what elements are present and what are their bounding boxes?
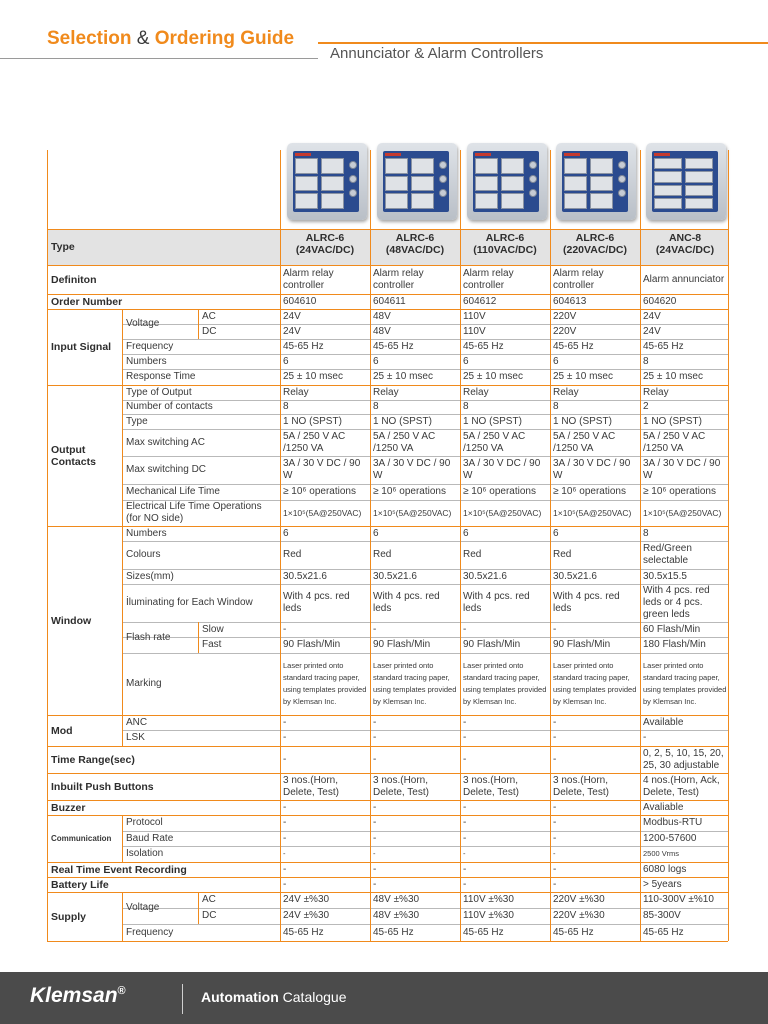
product-variant: (220VAC/DC) bbox=[563, 244, 627, 256]
cell-mod-lsk: - bbox=[463, 732, 467, 743]
cell-supply-ac: 220V ±%30 bbox=[553, 894, 605, 905]
label-illuminating: İluminating for Each Window bbox=[126, 597, 253, 608]
product-variant: (24VAC/DC) bbox=[655, 244, 715, 256]
cell-mechanical-life: ≥ 10⁶ operations bbox=[373, 486, 446, 497]
cell-definiton: Alarm relay controller bbox=[283, 267, 334, 291]
cell-mod-anc: - bbox=[373, 716, 377, 728]
cell-input-dc: 48V bbox=[373, 325, 391, 337]
cell-supply-ac: 110V ±%30 bbox=[463, 894, 514, 905]
cell-response-time: 25 ± 10 msec bbox=[463, 371, 523, 382]
cell-definiton: Alarm relay controller bbox=[373, 267, 424, 291]
cell-definiton: Alarm relay controller bbox=[553, 267, 604, 291]
cell-push-buttons: 3 nos.(Horn, Delete, Test) bbox=[283, 774, 339, 798]
label-lsk: LSK bbox=[126, 732, 145, 743]
product-header bbox=[370, 232, 460, 262]
cell-marking: Laser printed onto standard tracing paper, using templates provided by Klemsan Inc. bbox=[283, 661, 367, 706]
cell-time-range: - bbox=[463, 753, 467, 765]
cell-number-of-contacts: 8 bbox=[553, 401, 559, 412]
cell-time-range: - bbox=[283, 753, 287, 765]
cell-buzzer: - bbox=[463, 801, 467, 813]
label-numbers: Numbers bbox=[126, 355, 167, 367]
brand-logo: Klemsan® bbox=[30, 984, 126, 1007]
cell-type-of-output: Relay bbox=[463, 386, 489, 398]
label-supply-voltage: Voltage bbox=[126, 902, 160, 913]
selection-table bbox=[47, 150, 728, 944]
label-supply-ac: AC bbox=[202, 894, 216, 905]
label-window-numbers: Numbers bbox=[126, 527, 167, 539]
cell-isolation: - bbox=[463, 849, 466, 858]
cell-illuminating: With 4 pcs. red leds bbox=[373, 591, 440, 614]
cell-max-ac: 5A / 250 V AC /1250 VA bbox=[553, 430, 616, 454]
column-divider bbox=[122, 526, 123, 715]
cell-marking: Laser printed onto standard tracing paper, using templates provided by Klemsan Inc. bbox=[373, 661, 457, 706]
cell-response-time: 25 ± 10 msec bbox=[553, 371, 613, 382]
cell-supply-dc: 110V ±%30 bbox=[463, 910, 514, 921]
cell-type: 1 NO (SPST) bbox=[553, 415, 612, 427]
cell-marking: Laser printed onto standard tracing paper, using templates provided by Klemsan Inc. bbox=[463, 661, 547, 706]
footer-bar bbox=[0, 972, 768, 1024]
label-communication: Communication bbox=[51, 833, 112, 843]
cell-buzzer: - bbox=[553, 801, 557, 813]
label-supply: Supply bbox=[51, 910, 87, 923]
cell-isolation: - bbox=[553, 849, 556, 858]
cell-mod-anc: - bbox=[463, 716, 467, 728]
cell-frequency: 45-65 Hz bbox=[283, 340, 324, 352]
row-divider bbox=[47, 941, 728, 942]
cell-supply-dc: 24V ±%30 bbox=[283, 910, 330, 921]
cell-frequency: 45-65 Hz bbox=[373, 340, 414, 352]
product-model: ALRC-6 bbox=[485, 232, 525, 244]
product-header bbox=[460, 232, 550, 262]
cell-type: 1 NO (SPST) bbox=[463, 415, 522, 427]
cell-marking: Laser printed onto standard tracing paper, using templates provided by Klemsan Inc. bbox=[643, 661, 727, 706]
label-flash-rate: Flash rate bbox=[126, 631, 171, 643]
cell-max-dc: 3A / 30 V DC / 90 W bbox=[643, 458, 721, 481]
cell-flash-fast: 180 Flash/Min bbox=[643, 639, 706, 650]
cell-order-number: 604611 bbox=[373, 295, 406, 307]
column-divider bbox=[122, 385, 123, 526]
cell-electrical-life: 1×10⁵(5A@250VAC) bbox=[463, 508, 542, 518]
label-electrical-life: Electrical Life Time Operations (for NO side) bbox=[126, 501, 262, 524]
cell-buzzer: - bbox=[373, 801, 377, 813]
footer-separator bbox=[182, 984, 183, 1014]
cell-max-ac: 5A / 250 V AC /1250 VA bbox=[643, 430, 706, 454]
cell-max-dc: 3A / 30 V DC / 90 W bbox=[463, 458, 541, 481]
cell-sizes: 30.5x21.6 bbox=[463, 570, 507, 582]
cell-baud-rate: - bbox=[373, 832, 377, 844]
label-input-signal: Input Signal bbox=[51, 341, 112, 353]
cell-input-ac: 24V bbox=[643, 310, 661, 322]
cell-supply-frequency: 45-65 Hz bbox=[553, 926, 594, 938]
cell-supply-frequency: 45-65 Hz bbox=[643, 926, 684, 938]
cell-buzzer: Avaliable bbox=[643, 801, 684, 813]
cell-flash-slow: - bbox=[463, 623, 467, 635]
column-divider bbox=[122, 892, 123, 941]
cell-supply-dc: 85-300V bbox=[643, 910, 681, 921]
cell-sizes: 30.5x21.6 bbox=[283, 570, 327, 582]
cell-type-of-output: Relay bbox=[283, 386, 309, 398]
cell-input-dc: 24V bbox=[283, 325, 301, 337]
cell-window-numbers: 6 bbox=[553, 527, 559, 539]
cell-sizes: 30.5x21.6 bbox=[373, 570, 417, 582]
catalogue-label: Automation Catalogue bbox=[201, 989, 347, 1005]
cell-flash-slow: - bbox=[553, 623, 557, 635]
cell-window-numbers: 6 bbox=[373, 527, 379, 539]
label-window: Window bbox=[51, 614, 92, 627]
cell-sizes: 30.5x15.5 bbox=[643, 570, 687, 582]
cell-mechanical-life: ≥ 10⁶ operations bbox=[283, 486, 356, 497]
cell-battery-life: - bbox=[373, 878, 377, 890]
cell-illuminating: With 4 pcs. red leds bbox=[283, 591, 350, 614]
cell-supply-ac: 48V ±%30 bbox=[373, 894, 420, 905]
cell-time-range: - bbox=[373, 753, 377, 765]
cell-window-numbers: 6 bbox=[283, 527, 289, 539]
cell-numbers: 6 bbox=[463, 355, 469, 367]
cell-definiton: Alarm annunciator bbox=[643, 273, 725, 285]
cell-colours: Red bbox=[463, 549, 482, 560]
cell-colours: Red bbox=[373, 549, 392, 560]
cell-flash-slow: - bbox=[373, 623, 377, 635]
cell-isolation: - bbox=[283, 849, 286, 858]
label-marking: Marking bbox=[126, 678, 162, 689]
label-mechanical-life: Mechanical Life Time bbox=[126, 486, 220, 497]
cell-protocol: - bbox=[463, 817, 467, 828]
cell-frequency: 45-65 Hz bbox=[643, 340, 684, 352]
cell-illuminating: With 4 pcs. red leds bbox=[553, 591, 620, 614]
cell-frequency: 45-65 Hz bbox=[463, 340, 504, 352]
cell-order-number: 604612 bbox=[463, 295, 497, 307]
label-baud-rate: Baud Rate bbox=[126, 832, 174, 844]
column-divider bbox=[122, 715, 123, 746]
label-response-time: Response Time bbox=[126, 371, 196, 382]
cell-mechanical-life: ≥ 10⁶ operations bbox=[643, 486, 716, 497]
cell-mod-lsk: - bbox=[643, 732, 647, 743]
label-number-of-contacts: Number of contacts bbox=[126, 401, 213, 412]
cell-real-time: - bbox=[283, 863, 287, 875]
cell-supply-dc: 48V ±%30 bbox=[373, 910, 420, 921]
cell-electrical-life: 1×10⁵(5A@250VAC) bbox=[373, 508, 452, 518]
label-order-number: Order Number bbox=[51, 295, 123, 308]
cell-electrical-life: 1×10⁵(5A@250VAC) bbox=[553, 508, 632, 518]
cell-colours: Red/Green selectable bbox=[643, 543, 692, 566]
cell-number-of-contacts: 8 bbox=[373, 401, 379, 412]
cell-baud-rate: - bbox=[553, 832, 557, 844]
label-inbuilt-push: Inbuilt Push Buttons bbox=[51, 780, 154, 793]
cell-battery-life: - bbox=[283, 878, 287, 890]
cell-buzzer: - bbox=[283, 801, 287, 813]
cell-max-dc: 3A / 30 V DC / 90 W bbox=[373, 458, 451, 481]
cell-mod-lsk: - bbox=[373, 732, 377, 743]
cell-baud-rate: 1200-57600 bbox=[643, 832, 697, 844]
cell-push-buttons: 3 nos.(Horn, Delete, Test) bbox=[553, 774, 609, 798]
cell-battery-life: - bbox=[553, 878, 557, 890]
label-supply-dc: DC bbox=[202, 910, 217, 921]
cell-mod-lsk: - bbox=[283, 732, 287, 743]
label-ac: AC bbox=[202, 310, 216, 322]
header-divider-right bbox=[318, 42, 768, 44]
product-variant: (110VAC/DC) bbox=[473, 244, 537, 256]
cell-numbers: 6 bbox=[283, 355, 289, 367]
column-divider bbox=[122, 309, 123, 385]
header-divider-left bbox=[0, 58, 318, 59]
cell-supply-ac: 110-300V ±%10 bbox=[643, 894, 714, 905]
cell-battery-life: - bbox=[463, 878, 467, 890]
cell-window-numbers: 8 bbox=[643, 527, 649, 539]
cell-order-number: 604620 bbox=[643, 295, 677, 307]
page-title: Selection & Ordering Guide bbox=[47, 28, 295, 49]
label-type-of-output: Type of Output bbox=[126, 386, 192, 398]
cell-window-numbers: 6 bbox=[463, 527, 469, 539]
cell-isolation: 2500 Vrms bbox=[643, 849, 679, 858]
cell-supply-frequency: 45-65 Hz bbox=[463, 926, 504, 938]
cell-baud-rate: - bbox=[283, 832, 287, 844]
product-variant: (24VAC/DC) bbox=[295, 244, 355, 256]
label-type: Type bbox=[51, 241, 75, 253]
label-dc: DC bbox=[202, 325, 217, 337]
cell-protocol: - bbox=[283, 817, 287, 828]
column-divider bbox=[122, 815, 123, 862]
cell-colours: Red bbox=[283, 549, 302, 560]
label-isolation: Isolation bbox=[126, 848, 164, 859]
cell-flash-slow: 60 Flash/Min bbox=[643, 623, 701, 635]
cell-response-time: 25 ± 10 msec bbox=[373, 371, 433, 382]
product-model: ALRC-6 bbox=[395, 232, 435, 244]
cell-mod-lsk: - bbox=[553, 732, 557, 743]
product-header bbox=[640, 232, 730, 262]
cell-flash-fast: 90 Flash/Min bbox=[283, 639, 341, 650]
label-max-switching-dc: Max switching DC bbox=[126, 464, 207, 475]
cell-type-of-output: Relay bbox=[553, 386, 579, 398]
cell-electrical-life: 1×10⁵(5A@250VAC) bbox=[283, 508, 362, 518]
cell-real-time: 6080 logs bbox=[643, 863, 687, 875]
label-slow: Slow bbox=[202, 623, 224, 635]
cell-protocol: - bbox=[373, 817, 377, 828]
label-time-range: Time Range(sec) bbox=[51, 753, 135, 766]
cell-input-ac: 48V bbox=[373, 310, 391, 322]
cell-real-time: - bbox=[553, 863, 557, 875]
cell-protocol: Modbus-RTU bbox=[643, 817, 703, 828]
product-header bbox=[550, 232, 640, 262]
cell-mod-anc: - bbox=[283, 716, 287, 728]
product-model: ALRC-6 bbox=[575, 232, 615, 244]
label-type-row: Type bbox=[126, 415, 148, 427]
cell-type: 1 NO (SPST) bbox=[373, 415, 432, 427]
page-subtitle: Annunciator & Alarm Controllers bbox=[330, 45, 544, 62]
cell-illuminating: With 4 pcs. red leds bbox=[463, 591, 530, 614]
cell-protocol: - bbox=[553, 817, 557, 828]
cell-input-ac: 24V bbox=[283, 310, 301, 322]
cell-real-time: - bbox=[373, 863, 377, 875]
cell-numbers: 6 bbox=[373, 355, 379, 367]
label-definiton: Definiton bbox=[51, 273, 97, 286]
cell-input-dc: 24V bbox=[643, 325, 661, 337]
cell-supply-frequency: 45-65 Hz bbox=[283, 926, 324, 938]
label-fast: Fast bbox=[202, 639, 222, 650]
product-header bbox=[280, 232, 370, 262]
cell-numbers: 6 bbox=[553, 355, 559, 367]
cell-real-time: - bbox=[463, 863, 467, 875]
label-battery-life: Battery Life bbox=[51, 878, 109, 891]
label-real-time: Real Time Event Recording bbox=[51, 863, 187, 876]
cell-max-ac: 5A / 250 V AC /1250 VA bbox=[463, 430, 526, 454]
product-model: ALRC-6 bbox=[305, 232, 345, 244]
label-output-contacts: Output Contacts bbox=[51, 443, 96, 468]
cell-mod-anc: Available bbox=[643, 716, 684, 728]
cell-flash-fast: 90 Flash/Min bbox=[463, 639, 521, 650]
cell-input-ac: 220V bbox=[553, 310, 577, 322]
label-protocol: Protocol bbox=[126, 817, 163, 828]
cell-max-ac: 5A / 250 V AC /1250 VA bbox=[373, 430, 436, 454]
cell-number-of-contacts: 2 bbox=[643, 401, 649, 412]
label-anc: ANC bbox=[126, 716, 148, 728]
cell-push-buttons: 4 nos.(Horn, Ack, Delete, Test) bbox=[643, 774, 720, 798]
cell-max-ac: 5A / 250 V AC /1250 VA bbox=[283, 430, 346, 454]
cell-type-of-output: Relay bbox=[373, 386, 399, 398]
cell-marking: Laser printed onto standard tracing paper, using templates provided by Klemsan Inc. bbox=[553, 661, 637, 706]
cell-order-number: 604610 bbox=[283, 295, 317, 307]
cell-input-ac: 110V bbox=[463, 310, 486, 322]
cell-input-dc: 220V bbox=[553, 325, 577, 337]
column-divider bbox=[47, 150, 48, 941]
cell-type-of-output: Relay bbox=[643, 386, 669, 398]
label-supply-frequency: Frequency bbox=[126, 926, 174, 938]
cell-flash-fast: 90 Flash/Min bbox=[553, 639, 611, 650]
cell-input-dc: 110V bbox=[463, 325, 486, 337]
product-variant: (48VAC/DC) bbox=[385, 244, 445, 256]
cell-illuminating: With 4 pcs. red leds or 4 pcs. green leds bbox=[643, 585, 710, 620]
cell-response-time: 25 ± 10 msec bbox=[643, 371, 703, 382]
cell-response-time: 25 ± 10 msec bbox=[283, 371, 343, 382]
cell-definiton: Alarm relay controller bbox=[463, 267, 514, 291]
label-colours: Colours bbox=[126, 549, 161, 560]
cell-flash-fast: 90 Flash/Min bbox=[373, 639, 431, 650]
label-sizes: Sizes(mm) bbox=[126, 570, 174, 582]
cell-max-dc: 3A / 30 V DC / 90 W bbox=[553, 458, 631, 481]
cell-type: 1 NO (SPST) bbox=[283, 415, 342, 427]
label-voltage: Voltage bbox=[126, 318, 160, 329]
cell-number-of-contacts: 8 bbox=[283, 401, 289, 412]
cell-numbers: 8 bbox=[643, 355, 649, 367]
cell-order-number: 604613 bbox=[553, 295, 587, 307]
cell-number-of-contacts: 8 bbox=[463, 401, 469, 412]
label-max-switching-ac: Max switching AC bbox=[126, 436, 205, 448]
column-divider bbox=[198, 892, 199, 924]
label-buzzer: Buzzer bbox=[51, 801, 86, 814]
cell-baud-rate: - bbox=[463, 832, 467, 844]
column-divider bbox=[198, 309, 199, 339]
cell-mod-anc: - bbox=[553, 716, 557, 728]
cell-max-dc: 3A / 30 V DC / 90 W bbox=[283, 458, 361, 481]
cell-supply-ac: 24V ±%30 bbox=[283, 894, 330, 905]
cell-sizes: 30.5x21.6 bbox=[553, 570, 597, 582]
cell-type: 1 NO (SPST) bbox=[643, 415, 702, 427]
cell-battery-life: > 5years bbox=[643, 878, 682, 890]
cell-colours: Red bbox=[553, 549, 572, 560]
cell-supply-dc: 220V ±%30 bbox=[553, 910, 605, 921]
cell-push-buttons: 3 nos.(Horn, Delete, Test) bbox=[373, 774, 429, 798]
label-frequency: Frequency bbox=[126, 340, 174, 352]
cell-isolation: - bbox=[373, 849, 376, 858]
cell-electrical-life: 1×10⁵(5A@250VAC) bbox=[643, 508, 722, 518]
cell-time-range: - bbox=[553, 753, 557, 765]
column-divider bbox=[198, 622, 199, 653]
product-model: ANC-8 bbox=[668, 232, 702, 244]
cell-time-range: 0, 2, 5, 10, 15, 20, 25, 30 adjustable bbox=[643, 747, 724, 771]
cell-frequency: 45-65 Hz bbox=[553, 340, 594, 352]
cell-supply-frequency: 45-65 Hz bbox=[373, 926, 414, 938]
cell-mechanical-life: ≥ 10⁶ operations bbox=[463, 486, 536, 497]
label-mod: Mod bbox=[51, 724, 73, 737]
cell-flash-slow: - bbox=[283, 623, 287, 635]
cell-mechanical-life: ≥ 10⁶ operations bbox=[553, 486, 626, 497]
cell-push-buttons: 3 nos.(Horn, Delete, Test) bbox=[463, 774, 519, 798]
